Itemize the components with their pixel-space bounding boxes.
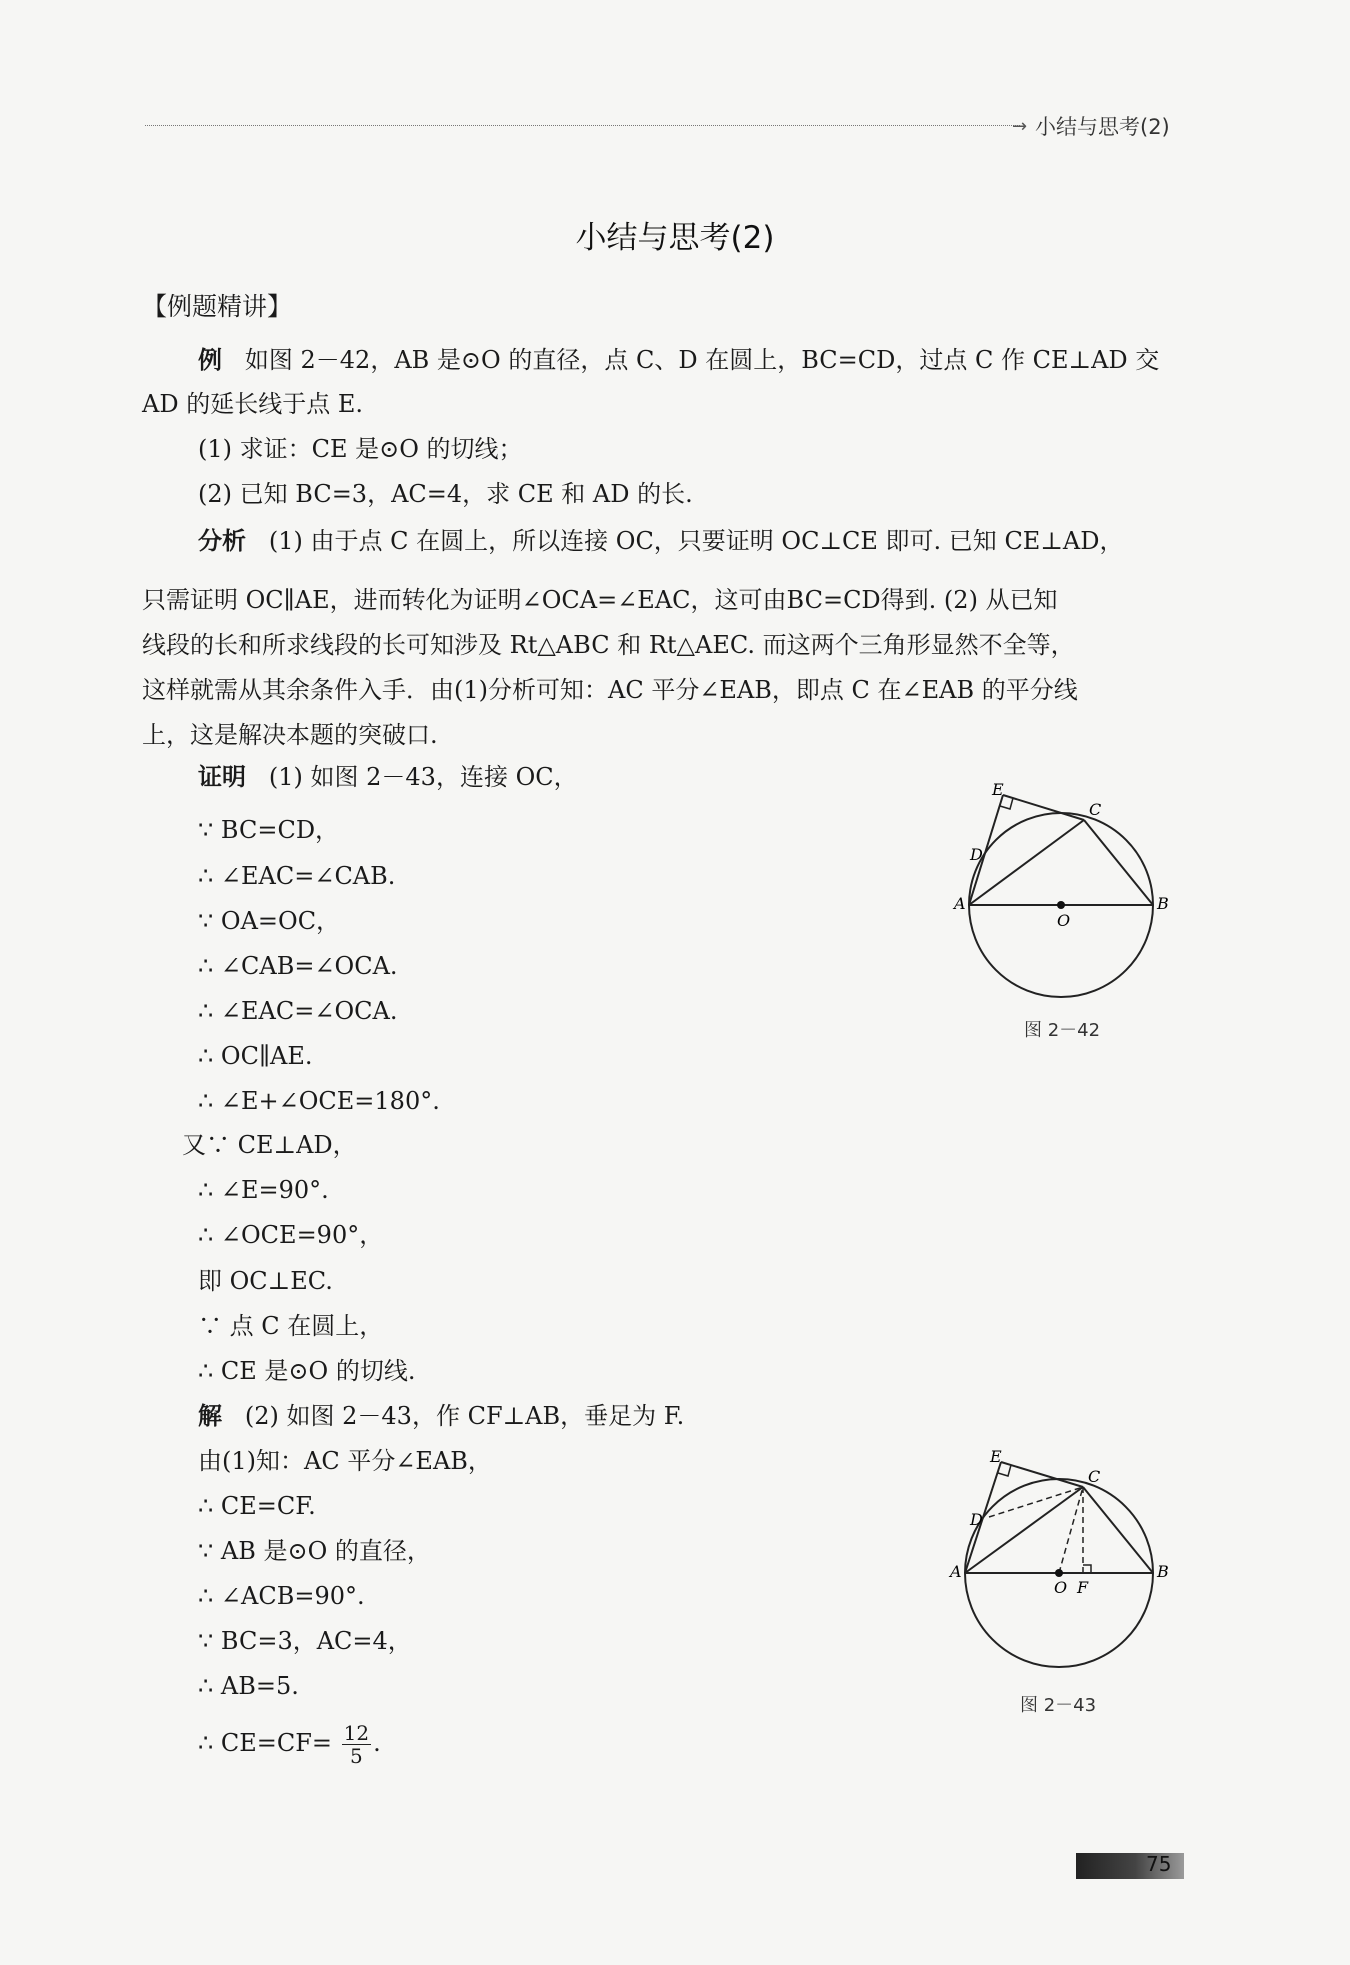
label-b: B: [1157, 894, 1169, 913]
solution-step: ∴ CE=CF.: [198, 1492, 316, 1520]
solution-intro: [198, 1401, 684, 1431]
solution-step: ∴ AB=5.: [198, 1672, 299, 1700]
question-2: (2) 已知 BC=3，AC=4，求 CE 和 AD 的长.: [198, 480, 693, 508]
running-header: 小结与思考(2): [1035, 115, 1170, 139]
proof-step: ∴ ∠EAC=∠OCA.: [198, 997, 398, 1025]
fraction-denominator: 5: [350, 1744, 363, 1768]
segment-dc-dashed: [989, 1487, 1083, 1517]
section-heading: 【例题精讲】: [142, 292, 293, 321]
solution-step: ∵ AB 是⊙O 的直径，: [198, 1537, 431, 1565]
figure-2-42: [940, 770, 1180, 1020]
center-point: [1057, 901, 1065, 909]
figure-2-43: [940, 1445, 1180, 1695]
proof-step: ∵ 点 C 在圆上，: [198, 1312, 384, 1340]
analysis-text-1: (1) 由于点 C 在圆上，所以连接 OC，只要证明 OC⊥CE 即可. 已知 CE⊥AD，: [268, 527, 1124, 555]
proof-step: ∴ ∠CAB=∠OCA.: [198, 952, 398, 980]
solution-step: ∴ ∠ACB=90°.: [198, 1582, 365, 1610]
label-e: E: [992, 780, 1004, 799]
label-e: E: [990, 1447, 1002, 1466]
proof-step: ∴ OC∥AE.: [198, 1042, 313, 1070]
fraction: [342, 1722, 371, 1767]
header-arrow-icon: →: [1012, 116, 1028, 137]
proof-step: ∴ ∠OCE=90°，: [198, 1221, 384, 1249]
label-c: C: [1089, 800, 1102, 819]
analysis-line-5: 上，这是解决本题的突破口.: [142, 721, 438, 749]
segment-oc-dashed: [1059, 1487, 1083, 1573]
right-angle-mark-f: [1083, 1565, 1091, 1573]
label-a: A: [950, 1562, 962, 1581]
proof-intro-text: (1) 如图 2－43，连接 OC，: [268, 763, 578, 791]
solution-final: [198, 1722, 381, 1767]
label-d: D: [970, 845, 983, 864]
label-f: F: [1077, 1578, 1089, 1597]
page-title: 小结与思考(2): [575, 220, 775, 256]
solution-step: ∵ BC=3，AC=4，: [198, 1627, 412, 1655]
analysis-line-3: 线段的长和所求线段的长可知涉及 Rt△ABC 和 Rt△AEC. 而这两个三角形显然不全等，: [142, 631, 1075, 659]
segment-ec: [1001, 1462, 1083, 1487]
proof-intro: [198, 762, 578, 792]
question-1: (1) 求证：CE 是⊙O 的切线；: [198, 435, 523, 463]
proof-step: ∴ ∠E=90°.: [198, 1176, 329, 1204]
label-b: B: [1157, 1562, 1169, 1581]
label-d: D: [970, 1510, 983, 1529]
figure-caption-2: 图 2－43: [1020, 1695, 1097, 1716]
analysis-label: 分析: [198, 527, 246, 555]
label-o: O: [1057, 911, 1071, 930]
proof-step: 即 OC⊥EC.: [198, 1267, 333, 1295]
example-text-1: 如图 2－42，AB 是⊙O 的直径，点 C、D 在圆上，BC=CD，过点 C 作 CE⊥AD 交: [244, 346, 1160, 374]
label-o: O: [1054, 1578, 1068, 1597]
analysis-line-2: 只需证明 OC∥AE，进而转化为证明∠OCA=∠EAC，这可由BC=CD得到. (2) 从已知: [142, 586, 1058, 614]
analysis-line-4: 这样就需从其余条件入手．由(1)分析可知：AC 平分∠EAB，即点 C 在∠EAB 的平分线: [142, 676, 1078, 704]
solution-label: 解: [198, 1402, 222, 1430]
proof-step: ∴ ∠E+∠OCE=180°.: [198, 1087, 440, 1115]
solution-intro-text: (2) 如图 2－43，作 CF⊥AB，垂足为 F.: [244, 1402, 685, 1430]
segment-ac: [965, 1487, 1083, 1573]
proof-label: 证明: [198, 763, 246, 791]
proof-step: ∵ OA=OC，: [198, 907, 341, 935]
header-rule: [145, 125, 1020, 126]
analysis-line-1: [198, 526, 1123, 556]
example-line-2: AD 的延长线于点 E.: [142, 390, 363, 418]
fraction-numerator: 12: [343, 1721, 370, 1745]
solution-step: 由(1)知：AC 平分∠EAB，: [198, 1447, 492, 1475]
proof-step: 又∵ CE⊥AD，: [182, 1131, 357, 1159]
proof-step: ∴ ∠EAC=∠CAB.: [198, 862, 396, 890]
figure-caption-1: 图 2－42: [1024, 1020, 1101, 1041]
example-label: 例: [198, 346, 222, 374]
segment-ac: [969, 820, 1084, 905]
center-point: [1055, 1569, 1063, 1577]
page-number: 75: [1146, 1852, 1172, 1876]
label-a: A: [954, 894, 966, 913]
example-line-1: [198, 345, 1159, 375]
solution-final-suffix: .: [373, 1729, 381, 1757]
solution-final-prefix: ∴ CE=CF=: [198, 1729, 333, 1757]
proof-step: ∴ CE 是⊙O 的切线.: [198, 1357, 416, 1385]
proof-step: ∵ BC=CD，: [198, 816, 340, 844]
segment-ec: [1003, 795, 1084, 820]
label-c: C: [1088, 1467, 1101, 1486]
